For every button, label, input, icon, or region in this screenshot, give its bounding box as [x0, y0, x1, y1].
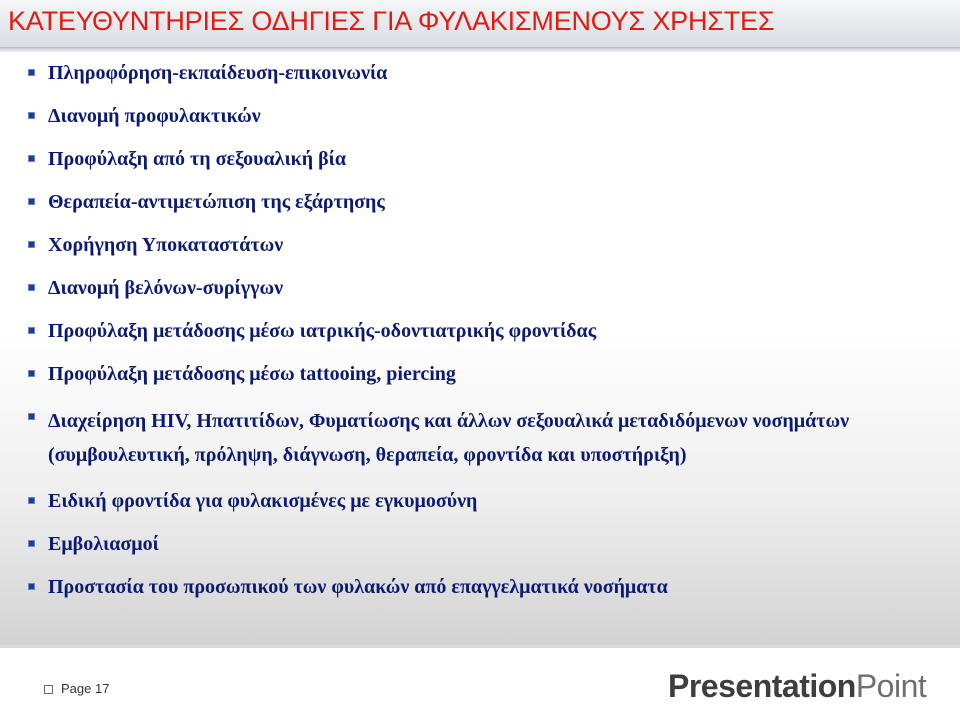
square-bullet-icon — [28, 198, 35, 205]
square-bullet-icon — [28, 241, 35, 248]
list-item-text: Διανομή βελόνων-συρίγγων — [48, 277, 284, 299]
bullet-list — [22, 60, 942, 617]
square-bullet-icon — [44, 685, 53, 694]
square-bullet-icon — [28, 327, 35, 334]
list-item-text: Ειδική φροντίδα για φυλακισμένες με εγκυμοσύνη — [48, 490, 478, 512]
list-item — [22, 103, 942, 130]
title-bar — [0, 0, 960, 48]
list-item — [22, 531, 942, 558]
page-number: Page 17 — [61, 681, 110, 696]
square-bullet-icon — [28, 497, 35, 504]
list-item-text: Προφύλαξη μετάδοσης μέσω ιατρικής-οδοντιατρικής φροντίδας — [48, 320, 597, 342]
list-item — [22, 146, 942, 173]
list-item — [22, 404, 942, 472]
list-item — [22, 574, 942, 601]
logo-word-point: Point — [855, 668, 927, 704]
square-bullet-icon — [28, 540, 35, 547]
square-bullet-icon — [28, 583, 35, 590]
square-bullet-icon — [28, 155, 35, 162]
list-item-text: Χορήγηση Υποκαταστάτων — [48, 234, 284, 256]
square-bullet-icon — [28, 413, 35, 420]
list-item-text: Θεραπεία-αντιμετώπιση της εξάρτησης — [48, 191, 385, 213]
list-item — [22, 60, 942, 87]
title-underline — [0, 48, 960, 52]
list-item-text: Προφύλαξη μετάδοσης μέσω tattooing, piercing — [48, 363, 456, 385]
square-bullet-icon — [28, 69, 35, 76]
list-item-text: Διαχείρηση HIV, Ηπατιτίδων, Φυματίωσης και άλλων σεξουαλικά μεταδιδόμενων νοσημάτων (συμβουλευτική, πρόληψη, διάγνωση, θεραπεία, φροντίδα και υποστήριξη) — [48, 410, 850, 466]
list-item — [22, 361, 942, 388]
list-item-text: Εμβολιασμοί — [48, 533, 159, 555]
page-footer — [44, 681, 109, 696]
list-item-text: Προστασία του προσωπικού των φυλακών από επαγγελματικά νοσήματα — [48, 576, 668, 598]
list-item — [22, 488, 942, 515]
list-item-text: Διανομή προφυλακτικών — [48, 105, 261, 127]
footer-divider — [0, 646, 960, 648]
list-item — [22, 275, 942, 302]
list-item — [22, 189, 942, 216]
list-item — [22, 318, 942, 345]
slide-title: ΚΑΤΕΥΘΥΝΤΗΡΙΕΣ ΟΔΗΓΙΕΣ ΓΙΑ ΦΥΛΑΚΙΣΜΕΝΟΥΣ ΧΡΗΣΤΕΣ — [8, 6, 775, 36]
square-bullet-icon — [28, 284, 35, 291]
list-item-text: Προφύλαξη από τη σεξουαλική βία — [48, 148, 347, 170]
logo-word-presentation: Presentation — [668, 668, 856, 704]
list-item-text: Πληροφόρηση-εκπαίδευση-επικοινωνία — [48, 62, 388, 84]
presentationpoint-logo — [668, 668, 926, 705]
square-bullet-icon — [28, 112, 35, 119]
list-item — [22, 232, 942, 259]
square-bullet-icon — [28, 370, 35, 377]
